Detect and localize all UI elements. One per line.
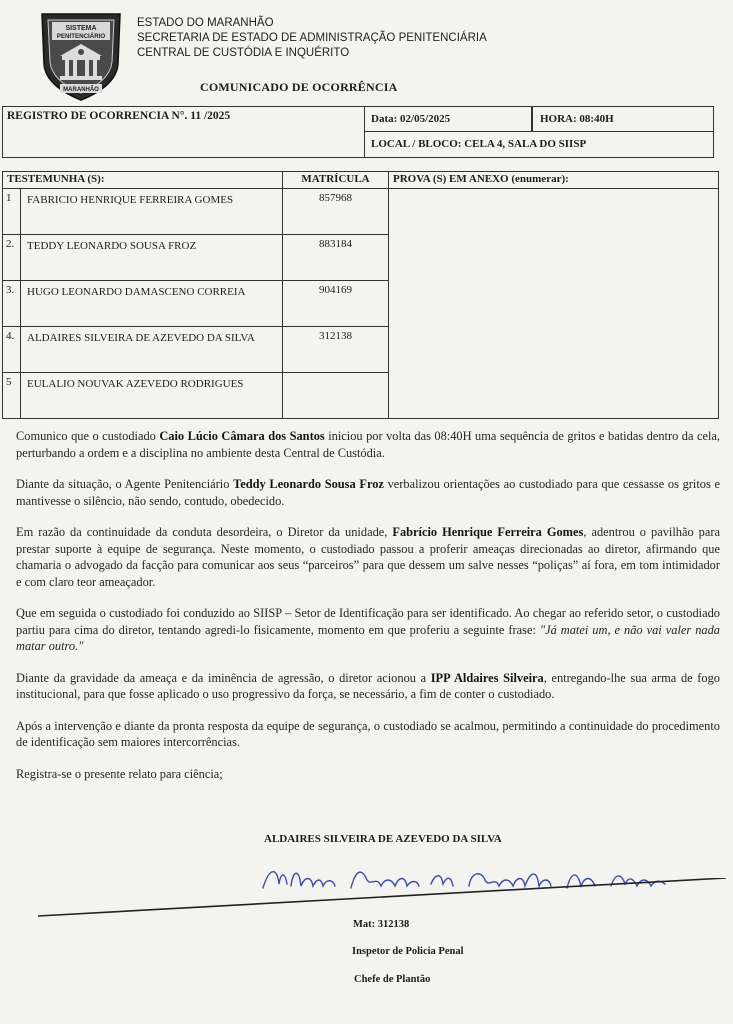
witness-name: ALDAIRES SILVEIRA DE AZEVEDO DA SILVA [21, 327, 283, 373]
register-time: HORA: 08:40H [540, 113, 614, 125]
agent-name: Teddy Leonardo Sousa Froz [233, 477, 384, 491]
quoted-threat: "Já matei um, e não vai valer nada matar outro." [16, 622, 720, 653]
paragraph-7: Registra-se o presente relato para ciência; [16, 766, 223, 781]
witness-name: HUGO LEONARDO DAMASCENO CORREIA [21, 281, 283, 327]
register-divider [364, 132, 365, 158]
witness-name: EULALIO NOUVAK AZEVEDO RODRIGUES [21, 373, 283, 419]
paragraph-6: Após a intervenção e diante da pronta resposta da equipe de segurança, o custodiado se acalmou, permitindo a continuidade do procedimento de identificação sem maiores intercorrências. [16, 718, 720, 749]
inmate-name: Caio Lúcio Câmara dos Santos [159, 429, 325, 443]
witness-registration: 312138 [283, 327, 389, 373]
svg-text:MARANHÃO: MARANHÃO [63, 87, 99, 93]
row-number: 3. [3, 281, 21, 327]
witness-registration: 904169 [283, 281, 389, 327]
row-number: 5 [3, 373, 21, 419]
paragraph-3: Em razão da continuidade da conduta desordeira, o Diretor da unidade, Fabrício Henrique Ferreira Gomes, adentrou o pavilhão para prestar suporte à equipe de segurança. Neste momento, o custodiado passou a proferir ameaças direcionadas ao diretor, afirmando que chamaria o advogado da facção para comunicar aos seus “parceiros” para que dessem um salve nesses “poliças” aí fora, em tom intimidador e com claro teor ameaçador. [16, 525, 720, 589]
signatory-name: ALDAIRES SILVEIRA DE AZEVEDO DA SILVA [264, 833, 502, 845]
svg-text:PENITENCIÁRIO: PENITENCIÁRIO [56, 33, 106, 40]
signatory-role: Inspetor de Policia Penal [352, 946, 464, 957]
witness-table-header [3, 172, 719, 189]
paragraph-1: Comunico que o custodiado Caio Lúcio Câmara dos Santos iniciou por volta das 08:40H uma sequência de gritos e batidas dentro da cela, perturbando a ordem e a disciplina no ambiente desta Central de Custódia. [16, 429, 720, 460]
witness-header: TESTEMUNHA (S): [3, 172, 283, 189]
row-number: 1 [3, 189, 21, 235]
svg-text:SISTEMA: SISTEMA [65, 25, 97, 32]
report-body [16, 428, 720, 797]
signatory-registration: Mat: 312138 [353, 919, 410, 930]
paragraph-5: Diante da gravidade da ameaça e da iminência de agressão, o diretor acionou a IPP Aldaires Silveira, entregando-lhe sua arma de fogo institucional, para que fosse aplicado o uso progressivo da força, se necessário, a fim de conter o custodiado. [16, 670, 720, 701]
signatory-duty: Chefe de Plantão [354, 974, 431, 985]
agency-line-state: ESTADO DO MARANHÃO [137, 17, 274, 29]
director-name: Fabrício Henrique Ferreira Gomes [392, 525, 584, 539]
table-row [3, 189, 719, 235]
witness-name: FABRICIO HENRIQUE FERREIRA GOMES [21, 189, 283, 235]
register-location: LOCAL / BLOCO: CELA 4, SALA DO SIISP [371, 138, 587, 150]
agency-line-secretariat: SECRETARIA DE ESTADO DE ADMINISTRAÇÃO PENITENCIÁRIA [137, 32, 487, 44]
row-number: 2. [3, 235, 21, 281]
paragraph-2: Diante da situação, o Agente Penitenciário Teddy Leonardo Sousa Froz verbalizou orientações ao custodiado para que cessasse os gritos e mantivesse o silêncio, não sendo, contudo, obedecido. [16, 477, 720, 508]
document-title: COMUNICADO DE OCORRÊNCIA [200, 80, 398, 94]
evidence-cell [389, 189, 719, 419]
row-number: 4. [3, 327, 21, 373]
agency-header [137, 16, 487, 61]
witness-registration: 857968 [283, 189, 389, 235]
signature-line [38, 878, 726, 918]
witness-name: TEDDY LEONARDO SOUSA FROZ [21, 235, 283, 281]
witness-registration [283, 373, 389, 419]
ipp-name: IPP Aldaires Silveira [430, 670, 544, 685]
witness-table [2, 171, 719, 419]
evidence-header: PROVA (S) EM ANEXO (enumerar): [389, 172, 719, 189]
register-date: Data: 02/05/2025 [371, 113, 451, 125]
paragraph-4: Que em seguida o custodiado foi conduzido ao SIISP – Setor de Identificação para ser identificado. Ao chegar ao referido setor, o custodiado partiu para cima do diretor, tentando agredi-lo fisicamente, momento em que proferiu a seguinte frase: "Já matei um, e não vai valer nada matar outro." [16, 606, 720, 653]
register-number: REGISTRO DE OCORRENCIA N°. 11 /2025 [7, 110, 231, 122]
agency-line-central: CENTRAL DE CUSTÓDIA E INQUÉRITO [137, 47, 350, 59]
penitentiary-shield-logo [38, 6, 124, 102]
registration-header: MATRÍCULA [283, 172, 389, 189]
witness-registration: 883184 [283, 235, 389, 281]
